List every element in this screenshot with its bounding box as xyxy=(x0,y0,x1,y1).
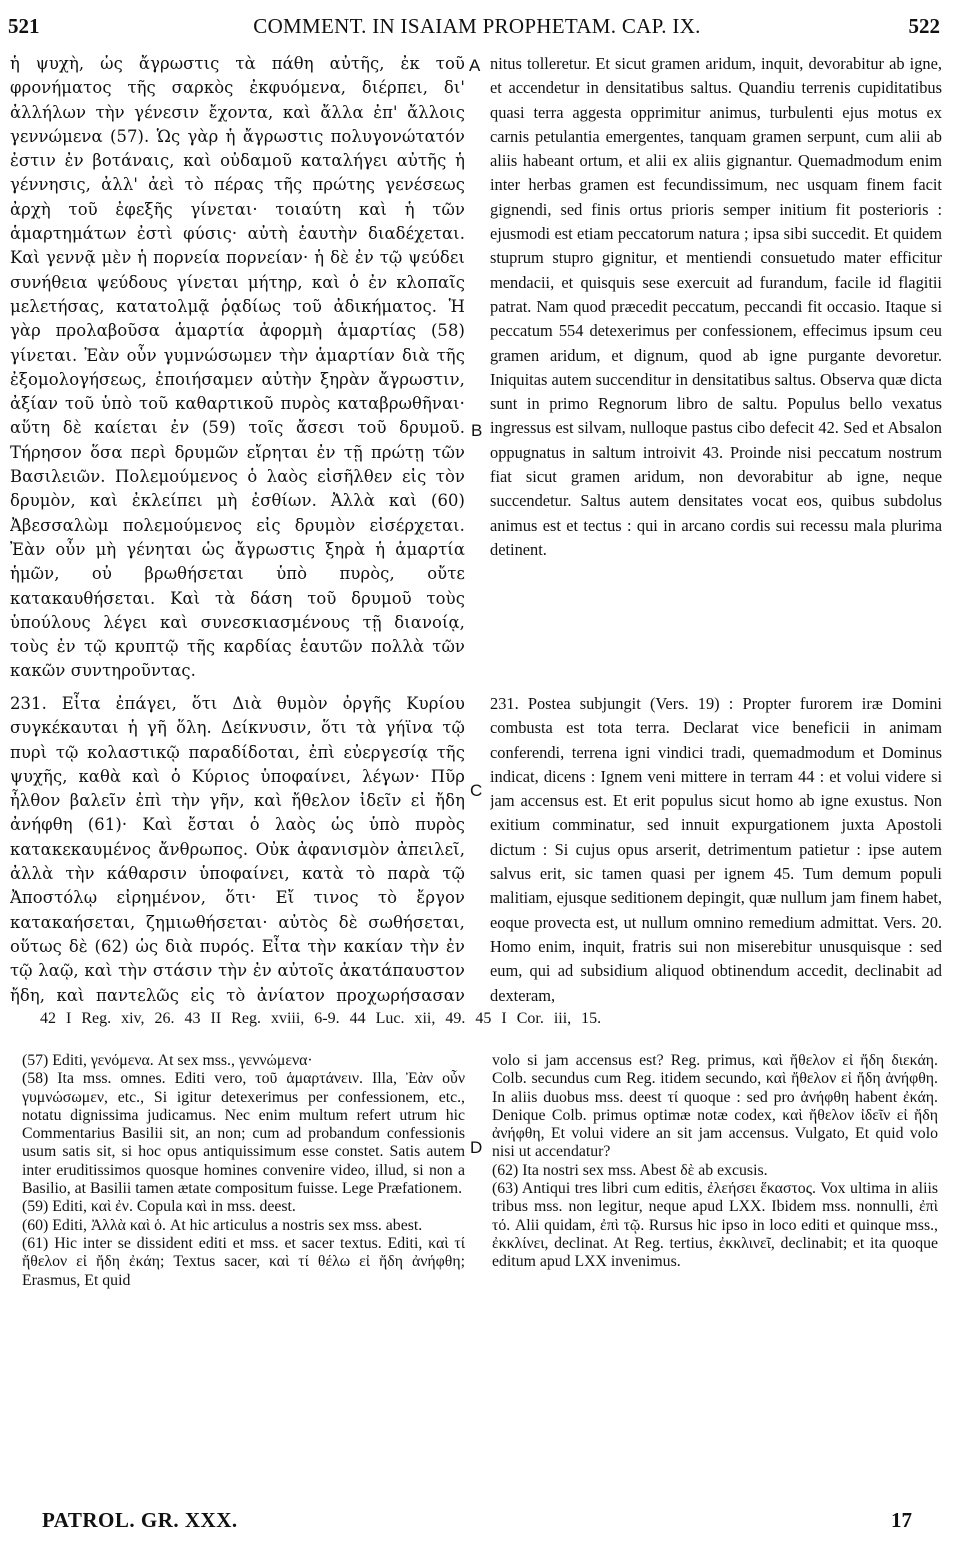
gathering-number: 17 xyxy=(891,1508,912,1532)
note-58: (58) Ita mss. omnes. Editi vero, τοῦ ἁμαρτάνειν. Illa, Ἐὰν οὖν γυμνώσωμεν, etc., Si igitur detexerimus per confessionem, etc., notatu dignissima judicamus. Nec enim multum refert utrum hic Commentarius Basilii sit, an non; cum ad probandum confessionis usum satis sit, si hoc opus antiquissimum esse constet. Satis autem inter eruditissimos quosque homines convenire video, illud, si non a Basilio, at Basilii tamen ætate compositum fuisse. Lege Præfationem. xyxy=(22,1070,465,1198)
page-footer xyxy=(0,1508,954,1538)
editorial-notes-right xyxy=(492,1052,938,1452)
note-61: (61) Hic inter se dissident editi et mss. et sacer textus. Editi, καὶ τί ἤθελον εἰ ἤδη ἐκάη; Textus sacer, καὶ τί θέλω εἰ ἤδη ἀνήφθη; Erasmus, Et quid xyxy=(22,1234,465,1289)
column-letter-a: A xyxy=(469,56,481,75)
editorial-notes-left xyxy=(22,1052,465,1497)
column-letter-c: C xyxy=(470,781,483,800)
column-letter-b: B xyxy=(471,421,483,440)
latin-paragraph-1: nitus tolleretur. Et sicut gramen aridum, inquit, devorabitur ab igne, et accendetur in densitatibus saltus. Quandiu terrenis cupiditatibus quasi terra aggesta opprimitur animus, turbulenti ejus motus ex carnis petulantia emergentes, tanquam gramen serpunt, cum alii ab aliis habeant ortum, et alii ex aliis gignantur. Quemadmodum enim inter herbas gramen est fecundissimum, nec usquam finem facit gignendi, sed finis ortus prioris semper initium fit posterioris : ejusmodi est etiam peccatorum natura ; ipsa sibi succedit. Et quidem stuprum stupro gignitur, et mentiendi consuetudo mater efficitur mendacii, et quisquis sese exercuit ad furandum, facile id flagitii patrat. Nam quod præcedit peccatum, peccandi fit occasio. Itaque si peccatum 554 detexerimus per confessionem, effecimus ipsum ceu gramen aridum, et dignum, quod ab igne purgante devoretur. Iniquitas autem succenditur in densitatibus saltus. Observa quæ dicta sunt in primo Regnorum libro de saltu. Populus bello vexatus ingressus est silvam, nulloque pastus cibo defecit 42. Sed et Absalon oppugnatus in saltum introivit 43. Proinde nisi peccatum nostrum fiat sicut gramen aridum, non devorabitur ab igne, neque succendetur. Saltus autem densitates vocat eos, quibus subdolus animus est et tectus : qui in arcano cordis sui recessu mala plurima detinent. xyxy=(490,54,942,559)
note-63: (63) Antiqui tres libri cum editis, ἐλεήσει ἕκαστος. Vox ultima in aliis tribus mss. non legitur, neque apud LXX. Ibidem mss. nonnulli, ἐπὶ τό. Alii quidam, ἐπὶ τῷ. Rursus hic ipso in loco editi et quinque mss., ἐκκλίνει, declinat. At Reg. tertius, ἐκκλινεῖ, declinabit; et ita quoque editum apud LXX invenimus. xyxy=(492,1180,938,1271)
note-59: (59) Editi, καὶ ἐν. Copula καὶ in mss. deest. xyxy=(22,1198,296,1216)
greek-paragraph-1: ἡ ψυχὴ, ὡς ἄγρωστις τὰ πάθη αὐτῆς, ἐκ τοῦ φρονήματος τῆς σαρκὸς ἐκφυόμενα, διέρπει, δι' ἀλλήλων τὴν γένεσιν ἔχοντα, καὶ ἄλλα ἐπ' ἄλλοις γεννώμενα (57). Ὡς γὰρ ἡ ἄγρωστις πολυγονώτατόν ἐστιν ἐν βοτάναις, καὶ οὐδαμοῦ καταλήγει αὐτῆς ἡ γέννησις, ἀλλ' ἀεὶ τὸ πέρας τῆς πρώτης γενέσεως ἀρχὴ τοῦ ἐφεξῆς γίνεται· τοιαύτη καὶ ἡ τῶν ἁμαρτημάτων ἐστὶ φύσις· αὐτὴ ἑαυτὴν διαδέχεται. Καὶ γεννᾷ μὲν ἡ πορνεία πορνείαν· ἡ δὲ ἐν τῷ ψεύδει συνήθεια ψεύδους γίνεται μήτηρ, καὶ ὁ ἐν κλοπαῖς μελετήσας, κατατολμᾷ ῥᾳδίως τοῦ ἀδικήματος. Ἡ γὰρ προλαβοῦσα ἁμαρτία ἀφορμὴ ἁμαρτίας (58) γίνεται. Ἐὰν οὖν γυμνώσωμεν τὴν ἁμαρτίαν διὰ τῆς ἐξομολογήσεως, ἐποιήσαμεν αὐτὴν ξηρὰν ἄγρωστιν, ἀξίαν τοῦ ὑπὸ τοῦ καθαρτικοῦ πυρὸς καταβρωθῆναι· αὕτη δὲ καίεται ἐν (59) τοῖς ἄσεσι τοῦ δρυμοῦ. Τήρησον ὅσα περὶ δρυμῶν εἴρηται ἐν τῇ πρώτῃ τῶν Βασιλειῶν. Πολεμούμενος ὁ λαὸς εἰσῆλθεν εἰς τὸν δρυμὸν, καὶ ἐκλείπει μὴ ἐσθίων. Ἀλλὰ καὶ (60) Ἀβεσσαλὼμ πολεμούμενος εἰς δρυμὸν εἰσέρχεται. Ἐὰν οὖν μὴ γένηται ὡς ἄγρωστις ξηρὰ ἡ ἁμαρτία ἡμῶν, οὐ βρωθήσεται ὑπὸ πυρὸς, οὔτε κατακαυθήσεται. Καὶ τὰ δάση τοῦ δρυμοῦ τοὺς ὑπούλους λέγει καὶ συνεσκιασμένους τῇ διανοίᾳ, τοὺς ἐν τῷ κρυπτῷ τῆς καρδίας ἑαυτῶν πολλὰ τῶν κακῶν συντηροῦντας. xyxy=(10,54,465,681)
column-letter-d: D xyxy=(470,1138,483,1157)
running-header xyxy=(0,14,954,44)
series-signature: PATROL. GR. XXX. xyxy=(42,1508,238,1532)
page-number-right: 522 xyxy=(908,14,940,38)
scripture-references: 42 I Reg. xiv, 26. 43 II Reg. xviii, 6-9. 44 Luc. xii, 49. 45 I Cor. iii, 15. xyxy=(40,1010,602,1027)
note-57: (57) Editi, γενόμενα. At sex mss., γεννώμενα· xyxy=(22,1052,313,1069)
latin-column xyxy=(490,52,942,1007)
note-61-cont: volo si jam accensus est? Reg. primus, καὶ ἤθελον εἰ ἤδη διεκάη. Colb. secundus cum Reg. itidem secundo, καὶ ἤθελον εἰ ἤδη ἀνήφθη. In aliis duobus mss. deest τί quoque : sed pro ἀνήφθη habent ἐκάη. Denique Colb. primus optimæ notæ codex, καὶ ἤθελον ἰδεῖν εἰ ἤδη ἀνήφθη, Et volui videre an sit jam accensus. Vulgato, Et quid volo nisi ut accendatur? xyxy=(492,1052,938,1161)
running-title: COMMENT. IN ISAIAM PROPHETAM. CAP. IX. xyxy=(253,14,701,38)
note-60: (60) Editi, Ἀλλὰ καὶ ὁ. At hic articulus a nostris sex mss. abest. xyxy=(22,1216,423,1234)
greek-paragraph-2: 231. Εἶτα ἐπάγει, ὅτι Διὰ θυμὸν ὀργῆς Κυρίου συγκέκαυται ἡ γῆ ὅλη. Δείκνυσιν, ὅτι τὰ γήϊνα τῷ πυρὶ τῷ κολαστικῷ παραδίδοται, ἐπὶ εὐεργεσίᾳ τῆς ψυχῆς, καθὰ καὶ ὁ Κύριος ὑποφαίνει, λέγων· Πῦρ ἦλθον βαλεῖν ἐπὶ τὴν γῆν, καὶ ἤθελον ἰδεῖν εἰ ἤδη ἀνήφθη (61)· Καὶ ἔσται ὁ λαὸς ὡς ὑπὸ πυρὸς κατακεκαυμένος ἄνθρωπος. Οὐκ ἀφανισμὸν ἀπειλεῖ, ἀλλὰ τὴν κάθαρσιν ὑποφαίνει, κατὰ τὸ παρὰ τῷ Ἀποστόλῳ εἰρημένον, ὅτι· Εἴ τινος τὸ ἔργον κατακαήσεται, ζημιωθήσεται· αὐτὸς δὲ σωθήσεται, οὕτως δὲ (62) ὡς διὰ πυρός. Εἶτα τὴν κακίαν τὴν ἐν τῷ λαῷ, καὶ τὴν στάσιν τὴν ἐν αὐτοῖς ἀκατάπαυστον ἤδη, καὶ παντελῶς εἰς τὸ ἀνίατον προχωρήσασαν xyxy=(10,694,465,1005)
greek-column xyxy=(10,52,465,1007)
latin-paragraph-2: 231. Postea subjungit (Vers. 19) : Propter furorem iræ Domini combusta est tota terra. Declarat vice beneficii in animam conferendi, terrena igni vindici tradi, quemadmodum et Dominus indicat, dicens : Ignem veni mittere in terram 44 : et volui videre si jam accensus est. Et erit populus sicut homo ab igne exustus. Non exitium comminatur, sed innuit expurgationem juxta Apostoli dictum : Si cujus opus arserit, detrimentum patietur : ipse autem salvus erit, sic tamen quasi per ignem 45. Tum demum populi malitiam, ejusque seditionem depingit, quæ nullum jam finem habet, eoque provecta est, ut nullum omnino remedium admittat. Vers. 20. Homo enim, inquit, fratris sui non miserebitur unusquisque : sed eum, qui ad subsidium aliquod obtinendum accedit, declinabit ad dexteram, xyxy=(490,694,942,1005)
page-number-left: 521 xyxy=(8,14,40,38)
note-62: (62) Ita nostri sex mss. Abest δὲ ab excusis. xyxy=(492,1161,768,1179)
